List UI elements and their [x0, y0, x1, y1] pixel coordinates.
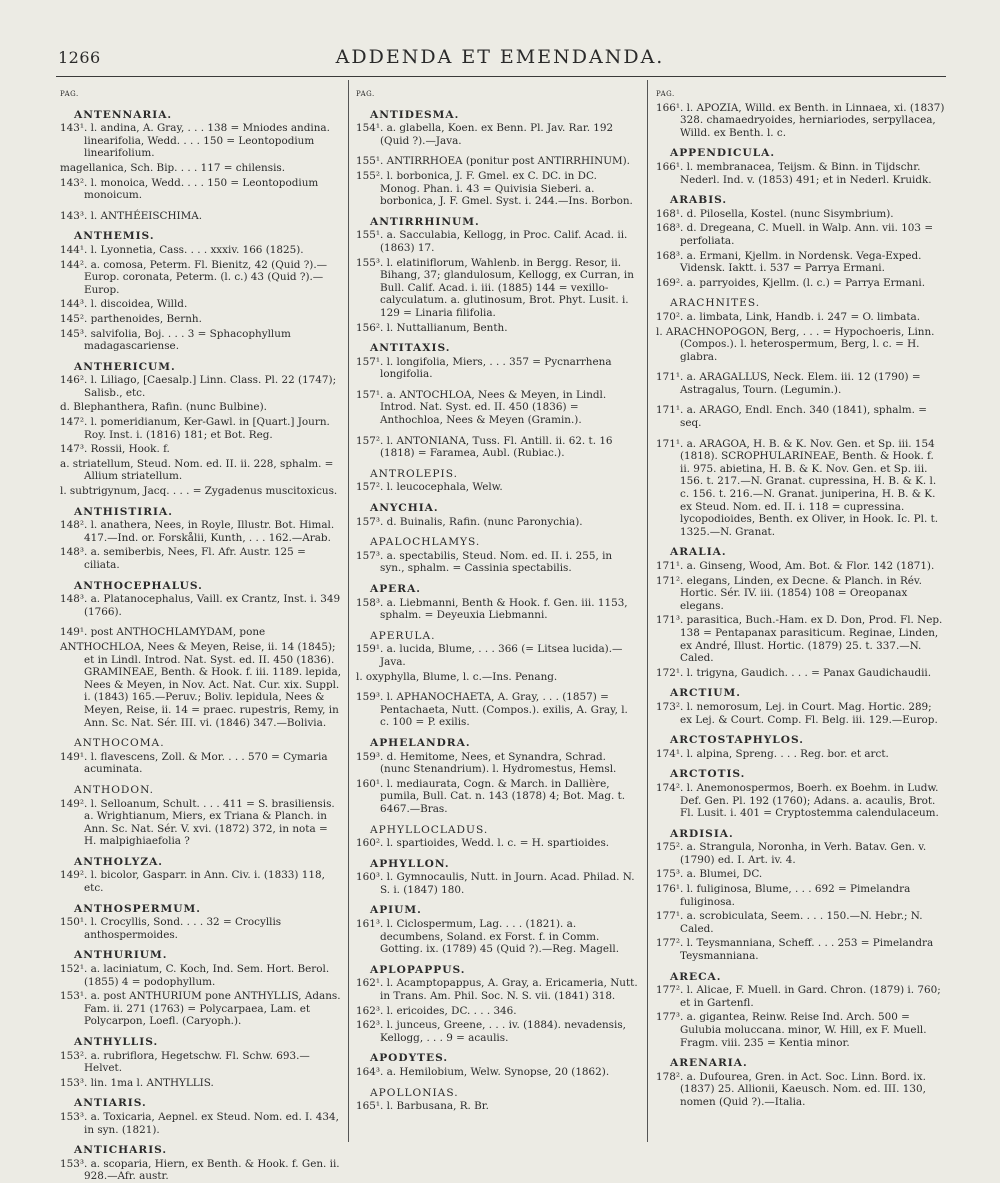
index-entry: 176¹. l. fuliginosa, Blume, . . . 692 = Pimelandra fuliginosa. — [656, 883, 911, 908]
index-entry: 143¹. l. andina, A. Gray, . . . 138 = Mniodes andina. linearifolia, Wedd. . . . 150 = Leontopodium linearifolium. — [60, 122, 330, 160]
genus-heading: ARACHNITES. — [670, 297, 761, 310]
index-entry: 157². l. leucocephala, Welw. — [356, 481, 503, 494]
column-1 — [60, 88, 342, 1183]
index-entry: 171³. parasitica, Buch.-Ham. ex D. Don, Prod. Fl. Nep. 138 = Pentapanax parasiticum. Reginae, Linden, ex André, Illust. Hortic. (1879) 25. t. 337.—N. Caled. — [656, 614, 943, 665]
genus-heading: ANTHYLLIS. — [74, 1036, 159, 1048]
index-entry: 149¹. post ANTHOCHLAMYDAM, pone — [60, 626, 266, 639]
index-entry: 144¹. l. Lyonnetia, Cass. . . . xxxiv. 166 (1825). — [60, 243, 304, 256]
genus-heading: ANTHOLYZA. — [74, 855, 163, 868]
index-entry: 149¹. l. flavescens, Zoll. & Mor. . . . 570 = Cymaria acuminata. — [60, 750, 328, 776]
index-entry: 153¹. a. post ANTHURIUM pone ANTHYLLIS, Adans. Fam. ii. 271 (1763) = Polycarpaea, Lam. et Polycarpon, Loefl. (Caryoph.). — [60, 990, 341, 1028]
index-entry: d. Blephanthera, Rafin. (nunc Bulbine). — [60, 401, 267, 414]
genus-heading: ARCTIUM. — [670, 687, 741, 700]
page-number: 1266 — [58, 48, 101, 67]
genus-heading: ARCTOTIS. — [670, 768, 746, 781]
index-entry: 157³. a. spectabilis, Steud. Nom. ed. II. i. 255, in syn., sphalm. = Cassinia spectabilis. — [356, 549, 613, 575]
index-entry: 153³. lin. 1ma l. ANTHYLLIS. — [60, 1076, 214, 1089]
index-entry: 162³. l. ericoides, DC. . . . 346. — [356, 1004, 517, 1017]
index-entry: a. striatellum, Steud. Nom. ed. II. ii. 228, sphalm. = Allium striatellum. — [60, 457, 334, 483]
genus-heading: APALOCHLAMYS. — [370, 536, 481, 549]
index-entry: 159³. d. Hemitome, Nees, et Synandra, Schrad. (nunc Stenandrium). l. Hydromestus, Hemsl. — [356, 750, 617, 776]
index-entry: 145². parthenoides, Bernh. — [60, 312, 202, 325]
genus-heading: ARALIA. — [670, 546, 727, 559]
index-entry: 166¹. l. membranacea, Teijsm. & Binn. in Tijdschr. Nederl. Ind. v. (1853) 491; et in Nederl. Kruidk. — [656, 160, 932, 186]
index-entry: l. subtrigynum, Jacq. . . . = Zygadenus muscitoxicus. — [60, 485, 338, 498]
genus-heading: ARCTOSTAPHYLOS. — [670, 734, 804, 747]
genus-heading: APERA. — [370, 583, 421, 595]
index-entry: 145³. salvifolia, Boj. . . . 3 = Sphacophyllum madagascariense. — [60, 327, 291, 353]
genus-heading: APODYTES. — [370, 1052, 449, 1065]
index-entry: 148³. a. semiberbis, Nees, Fl. Afr. Austr. 125 = ciliata. — [60, 546, 306, 571]
index-entry: 158³. a. Liebmanni, Benth & Hook. f. Gen. iii. 1153, sphalm. = Deyeuxia Liebmanni. — [356, 596, 628, 622]
genus-heading: APOLLONIAS. — [370, 1086, 459, 1099]
genus-heading: ANTHOCOMA. — [74, 737, 165, 750]
index-entry: 157³. d. Buinalis, Rafin. (nunc Paronychia). — [356, 515, 583, 528]
genus-heading: ARDISIA. — [670, 827, 734, 840]
genus-heading: ANTHISTIRIA. — [74, 505, 173, 518]
index-entry: 173². l. nemorosum, Lej. in Court. Mag. Hortic. 289; ex Lej. & Court. Comp. Fl. Belg. iii. 129.—Europ. — [656, 700, 938, 726]
index-entry: 161³. l. Ciclospermum, Lag. . . . (1821). a. decumbens, Soland. ex Forst. f. in Comm. Gotting. ix. (1789) 45 (Quid ?).—Reg. Magell. — [356, 918, 620, 956]
genus-heading: ANTHERICUM. — [74, 360, 176, 373]
index-entry: 155¹. a. Sacculabia, Kellogg, in Proc. Calif. Acad. ii. (1863) 17. — [356, 229, 628, 254]
index-entry: 162¹. l. Acamptopappus, A. Gray, a. Ericameria, Nutt. in Trans. Am. Phil. Soc. N. S. vii. (1841) 318. — [356, 977, 638, 1003]
genus-heading: APERULA. — [370, 629, 436, 642]
genus-heading: APHELANDRA. — [370, 736, 471, 749]
index-entry: 165¹. l. Barbusana, R. Br. — [356, 1100, 489, 1113]
pag-label: PAG. — [356, 90, 375, 98]
index-entry: 143². l. monoica, Wedd. . . . 150 = Leontopodium monoicum. — [60, 176, 319, 202]
index-entry: 149². l. bicolor, Gasparr. in Ann. Civ. i. (1833) 118, etc. — [60, 869, 325, 895]
header-rule — [56, 76, 946, 77]
index-entry: 164³. a. Hemilobium, Welw. Synopse, 20 (1862). — [356, 1066, 610, 1078]
genus-heading: ANTICHARIS. — [74, 1144, 168, 1157]
index-entry: 146². l. Liliago, [Caesalp.] Linn. Class. Pl. 22 (1747); Salisb., etc. — [60, 374, 337, 399]
pag-label: PAG. — [656, 90, 675, 98]
index-entry: 147³. Rossii, Hook. f. — [60, 443, 170, 456]
column-2 — [356, 88, 638, 1148]
index-entry: 171¹. a. ARAGO, Endl. Ench. 340 (1841), sphalm. = seq. — [656, 404, 927, 430]
column-divider — [348, 80, 349, 1142]
genus-heading: APHYLLON. — [370, 857, 450, 870]
genus-heading: APHYLLOCLADUS. — [370, 823, 489, 836]
index-entry: 157¹. l. longifolia, Miers, . . . 357 = Pycnarrhena longifolia. — [356, 355, 612, 381]
index-entry: 166¹. l. APOZIA, Willd. ex Benth. in Linnaea, xi. (1837) 328. chamaedryoides, herniariodes, serpyllacea, Willd. ex Benth. l. c. — [656, 101, 945, 139]
index-entry: 155². l. borbonica, J. F. Gmel. ex C. DC. in DC. Monog. Phan. i. 43 = Quivisia Sieberi. a. borbonica, J. F. Gmel. Syst. i. 244.—Ins. Borbon. — [356, 169, 633, 208]
index-entry: 169². a. parryoides, Kjellm. (l. c.) = Parrya Ermani. — [656, 276, 926, 289]
index-entry: 177². l. Teysmanniana, Scheff. . . . 253 = Pimelandra Teysmanniana. — [656, 937, 934, 963]
index-entry: 148³. a. Platanocephalus, Vaill. ex Crantz, Inst. i. 349 (1766). — [60, 593, 341, 618]
genus-heading: ANTIRRHINUM. — [370, 215, 480, 228]
genus-heading: ANTHURIUM. — [74, 949, 168, 962]
genus-heading: ANTHOSPERMUM. — [74, 902, 201, 915]
index-entry: 171¹. a. ARAGALLUS, Neck. Elem. iii. 12 (1790) = Astragalus, Tourn. (Legumin.). — [656, 371, 921, 396]
index-entry: 157². l. ANTONIANA, Tuss. Fl. Antill. ii. 62. t. 16 (1818) = Faramea, Aubl. (Rubiac.). — [356, 434, 613, 460]
index-entry: 156². l. Nuttallianum, Benth. — [356, 321, 508, 334]
index-entry: l. ARACHNOPOGON, Berg, . . . = Hypochoeris, Linn. (Compos.). l. heterospermum, Berg, l. c. = H. glabra. — [656, 325, 935, 363]
genus-heading: ANTHODON. — [74, 783, 155, 796]
index-entry: ANTHOCHLOA, Nees & Meyen, Reise, ii. 14 (1845); et in Lindl. Introd. Nat. Syst. ed. II. 450 (1836). GRAMINEAE, Benth. & Hook. f. iii. 1189. lepida, Nees & Meyen, in Nov. Act. Nat. Cur. xix. Suppl. i. (1843) 165.—Peruv.; Boliv. lepidula, Nees & Meyen, Reise, ii. 14 = praec. rupestris, Remy, in Ann. Sc. Nat. Sér. III. vi. (1846) 347.—Bolivia. — [60, 640, 342, 729]
index-entry: 162³. l. junceus, Greene, . . . iv. (1884). nevadensis, Kellogg, . . . 9 = acaulis. — [356, 1019, 626, 1044]
pag-label: PAG. — [60, 90, 79, 98]
index-entry: 148². l. anathera, Nees, in Royle, Illustr. Bot. Himal. 417.—Ind. or. Forskålii, Kunth, . . . 162.—Arab. — [60, 519, 335, 544]
index-entry: 174². l. Anemonospermos, Boerh. ex Boehm. in Ludw. Def. Gen. Pl. 192 (1760); Adans. a. acaulis, Brot. Fl. Lusit. i. 401 = Cryptostemma calendulaceum. — [656, 781, 939, 820]
index-entry: 168³. a. Ermani, Kjellm. in Nordensk. Vega-Exped. Vidensk. Iaktt. i. 537 = Parrya Ermani. — [656, 249, 922, 275]
index-entry: 172¹. l. trigyna, Gaudich. . . . = Panax Gaudichaudii. — [656, 666, 932, 679]
index-entry: 149². l. Selloanum, Schult. . . . 411 = S. brasiliensis. a. Wrightianum, Miers, ex Triana & Planch. in Ann. Sc. Nat. Sér. V. xvi. (1872) 372, in nota = H. malpighiaefolia ? — [60, 797, 335, 848]
index-entry: 175². a. Strangula, Noronha, in Verh. Batav. Gen. v. (1790) ed. I. Art. iv. 4. — [656, 841, 927, 866]
genus-heading: ANTIDESMA. — [370, 108, 460, 121]
genus-heading: ANTHOCEPHALUS. — [74, 579, 203, 592]
column-divider — [647, 80, 648, 1142]
index-entry: 178². a. Dufourea, Gren. in Act. Soc. Linn. Bord. ix. (1837) 25. Allionii, Kaeusch. Nom. ed. III. 130, nomen (Quid ?).—Italia. — [656, 1070, 926, 1108]
index-entry: 153³. a. Toxicaria, Aepnel. ex Steud. Nom. ed. I. 434, in syn. (1821). — [60, 1110, 339, 1136]
index-entry: l. oxyphylla, Blume, l. c.—Ins. Penang. — [356, 670, 558, 683]
index-entry: 160³. l. Gymnocaulis, Nutt. in Journ. Acad. Philad. N. S. i. (1847) 180. — [356, 871, 635, 896]
index-entry: 168¹. d. Pilosella, Kostel. (nunc Sisymbrium). — [656, 207, 894, 220]
index-entry: 177³. a. gigantea, Reinw. Reise Ind. Arch. 500 = Gulubia moluccana. minor, W. Hill, ex F. Muell. Fragm. viii. 235 = Kentia minor. — [656, 1011, 927, 1049]
index-entry: 170². a. limbata, Link, Handb. i. 247 = O. limbata. — [656, 310, 921, 323]
index-entry: 157¹. a. ANTOCHLOA, Nees & Meyen, in Lindl. Introd. Nat. Syst. ed. II. 450 (1836) = Anthochloa, Nees & Meyen (Gramin.). — [356, 388, 607, 427]
index-entry: 174¹. l. alpina, Spreng. . . . Reg. bor. et arct. — [656, 747, 889, 760]
genus-heading: APPENDICULA. — [670, 147, 776, 160]
index-entry: 177¹. a. scrobiculata, Seem. . . . 150.—N. Hebr.; N. Caled. — [656, 910, 923, 935]
index-entry: 171¹. a. ARAGOA, H. B. & K. Nov. Gen. et Sp. iii. 154 (1818). SCROPHULARINEAE, Benth. & Hook. f. ii. 975. abietina, H. B. & K. Nov. Gen. et Sp. iii. 156. t. 217.—N. Granat. cupressina, H. B. & K. l. c. 156. t. 216.—N. Granat. juniperina, H. B. & K. ex Steud. Nom. ed. II. i. 118 = cupressina. lycopodioides, Benth. ex Oliver, in Hook. Ic. Pl. t. 1325.—N. Granat. — [656, 437, 939, 538]
index-entry: 175³. a. Blumei, DC. — [656, 868, 763, 881]
genus-heading: ANTITAXIS. — [370, 342, 451, 355]
index-entry: 152¹. a. laciniatum, C. Koch, Ind. Sem. Hort. Berol. (1855) 4 = podophyllum. — [60, 963, 330, 988]
index-entry: 171¹. a. Ginseng, Wood, Am. Bot. & Flor. 142 (1871). — [656, 560, 935, 572]
genus-heading: ARECA. — [670, 970, 722, 983]
genus-heading: ARENARIA. — [670, 1057, 748, 1070]
index-entry: 143³. l. ANTHÉEISCHIMA. — [60, 209, 203, 222]
genus-heading: ANTHEMIS. — [74, 230, 155, 243]
index-entry: 160². l. spartioides, Wedd. l. c. = H. spartioides. — [356, 837, 610, 850]
index-entry: 147². l. pomeridianum, Ker-Gawl. in [Quart.] Journ. Roy. Inst. i. (1816) 181; et Bot. Reg. — [60, 416, 330, 441]
genus-heading: APLOPAPPUS. — [370, 963, 466, 976]
genus-heading: ANYCHIA. — [370, 502, 439, 515]
index-entry: 144². a. comosa, Peterm. Fl. Bienitz, 42 (Quid ?).—Europ. coronata, Peterm. (l. c.) 43 (Quid ?).—Europ. — [60, 258, 328, 296]
index-entry: 154¹. a. glabella, Koen. ex Benn. Pl. Jav. Rar. 192 (Quid ?).—Java. — [356, 122, 614, 147]
index-entry: 153³. a. scoparia, Hiern, ex Benth. & Hook. f. Gen. ii. 928.—Afr. austr. — [60, 1157, 340, 1183]
index-entry: 177². l. Alicae, F. Muell. in Gard. Chron. (1879) i. 760; et in Gartenfl. — [656, 984, 941, 1009]
running-head: ADDENDA ET EMENDANDA. — [335, 46, 665, 68]
index-entry: 159³. l. APHANOCHAETA, A. Gray, . . . (1857) = Pentachaeta, Nutt. (Compos.). exilis, A. Gray, l. c. 100 = P. exilis. — [356, 691, 628, 729]
index-entry: 168³. d. Dregeana, C. Muell. in Walp. Ann. vii. 103 = perfoliata. — [656, 222, 934, 247]
index-entry: 155³. l. elatiniflorum, Wahlenb. in Bergg. Resor, ii. Bihang, 37; glandulosum, Kellogg, ex Curran, in Bull. Calif. Acad. i. iii. (1885) 144 = vexillo-calyculatum. a. glutinosum, Brot. Phyt. Lusit. i. 129 = Linaria filifolia. — [356, 256, 634, 319]
index-entry: magellanica, Sch. Bip. . . . 117 = chilensis. — [60, 161, 286, 174]
index-entry: 150¹. l. Crocyllis, Sond. . . . 32 = Crocyllis anthospermoides. — [60, 916, 282, 941]
index-entry: 155¹. ANTIRRHOEA (ponitur post ANTIRRHINUM). — [356, 155, 630, 168]
index-entry: 153². a. rubriflora, Hegetschw. Fl. Schw. 693.—Helvet. — [60, 1049, 310, 1075]
genus-heading: APIUM. — [370, 904, 422, 917]
genus-heading: ANTIARIS. — [74, 1097, 147, 1110]
index-entry: 144³. l. discoidea, Willd. — [60, 298, 188, 311]
genus-heading: ANTROLEPIS. — [370, 467, 458, 480]
index-entry: 171². elegans, Linden, ex Decne. & Planch. in Rév. Hortic. Sér. IV. iii. (1854) 108 = Oreopanax elegans. — [656, 574, 922, 612]
index-entry: 160¹. l. mediaurata, Cogn. & March. in Dallière, pumila, Bull. Cat. n. 143 (1878) 4; Bot. Mag. t. 6467.—Bras. — [356, 777, 626, 815]
genus-heading: ARABIS. — [670, 194, 728, 207]
genus-heading: ANTENNARIA. — [74, 108, 173, 121]
column-3 — [656, 88, 946, 1148]
index-entry: 159¹. a. lucida, Blume, . . . 366 (= Litsea lucida).—Java. — [356, 643, 623, 668]
